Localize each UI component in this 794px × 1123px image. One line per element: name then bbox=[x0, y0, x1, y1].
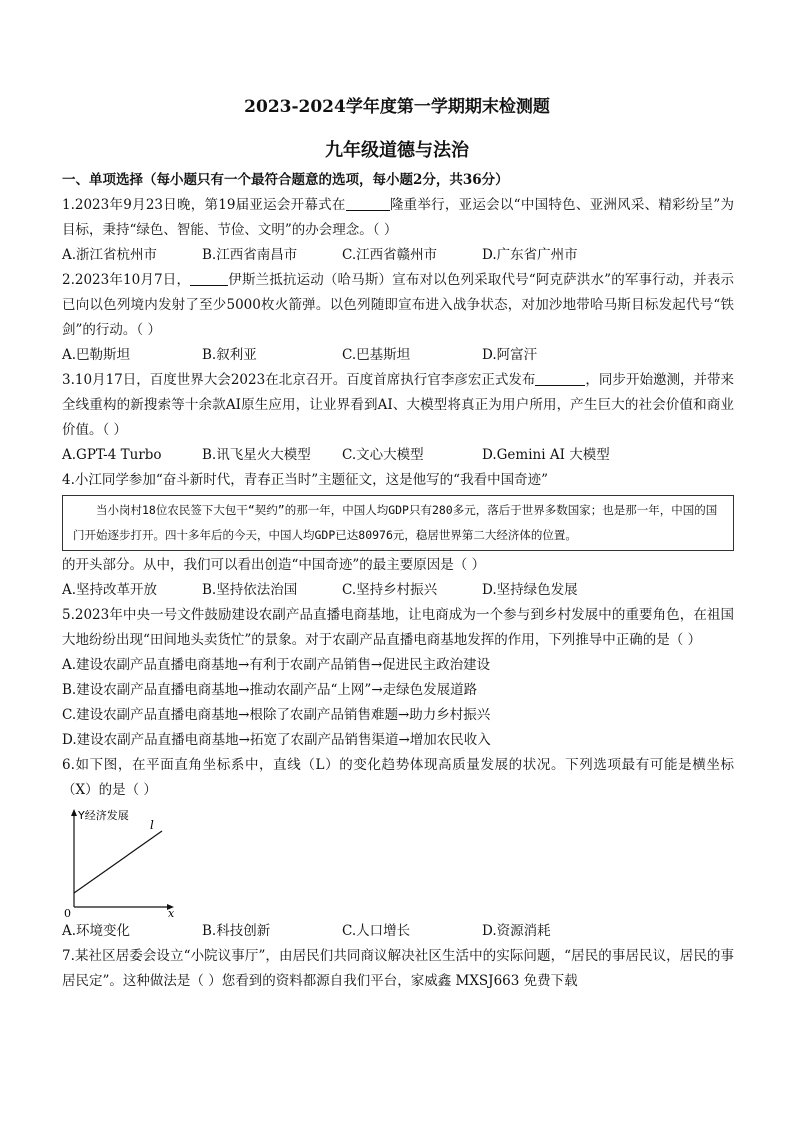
exam-subtitle: 九年级道德与法治 bbox=[325, 140, 469, 161]
option-d: D.资源消耗 bbox=[482, 923, 551, 939]
option-b: B.江西省南昌市 bbox=[202, 247, 298, 263]
question-7-text: 7.某社区居委会设立“小院议事厅”，由居民们共同商议解决社区生活中的实际问题，“居民的事居民议，居民的事居民定”。这种做法是（ ） bbox=[62, 948, 734, 989]
essay-excerpt-box: 当小岗村18位农民签下大包干“契约”的那一年，中国人均GDP只有280多元，落后于世界多数国家；也是那一年，中国的国门开始逐步打开。四十多年后的今天，中国人均GDP已达80976元，稳居世界第二大经济体的位置。 bbox=[62, 495, 734, 551]
question-3-options bbox=[62, 443, 734, 468]
y-axis-arrow bbox=[71, 809, 77, 816]
question-7 bbox=[62, 944, 734, 994]
question-3-text-a: 3.10月17日，百度世界大会2023在北京召开。百度首席执行官李彦宏正式发布 bbox=[62, 372, 536, 388]
option-d: D.阿富汗 bbox=[482, 347, 538, 363]
line-label: l bbox=[150, 818, 154, 832]
option-d: D.建设农副产品直播电商基地→拓宽了农副产品销售渠道→增加农民收入 bbox=[62, 732, 491, 748]
fill-blank bbox=[535, 371, 585, 386]
fill-blank bbox=[190, 271, 228, 286]
option-c: C.人口增长 bbox=[342, 923, 411, 939]
exam-title: 2023-2024学年度第一学期期末检测题 bbox=[244, 97, 550, 117]
option-c: C.文心大模型 bbox=[342, 447, 424, 463]
question-1-text-b: 隆重举行，亚运会以“中国特色、亚洲风采、精彩纷呈”为目标，秉持“绿色、智能、节俭、文明”的办会理念。（ ） bbox=[62, 197, 734, 238]
section-heading: 一、单项选择（每小题只有一个最符合题意的选项，每小题2分，共36分） bbox=[62, 172, 509, 188]
question-3 bbox=[62, 368, 734, 443]
question-1 bbox=[62, 193, 734, 243]
coordinate-graph bbox=[62, 807, 734, 919]
option-d: D.Gemini AI 大模型 bbox=[482, 447, 610, 463]
option-b: B.叙利亚 bbox=[202, 347, 257, 363]
question-4-tail: 的开头部分。从中，我们可以看出创造“中国奇迹”的最主要原因是（ ） bbox=[62, 557, 486, 573]
option-b: B.建设农副产品直播电商基地→推动农副产品“上网”→走绿色发展道路 bbox=[62, 682, 478, 698]
option-a: A.浙江省杭州市 bbox=[62, 247, 158, 263]
watermark-text: 您看到的资料都源自我们平台，家威鑫 MXSJ663 免费下载 bbox=[221, 973, 578, 989]
trend-line bbox=[74, 831, 162, 893]
option-b: B.坚持依法治国 bbox=[202, 582, 298, 598]
option-d: D.坚持绿色发展 bbox=[482, 582, 578, 598]
question-4: 4.小江同学参加“奋斗新时代，青春正当时”主题征文，这是他写的“我看中国奇迹” bbox=[62, 472, 548, 488]
coordinate-graph-svg bbox=[62, 807, 262, 919]
option-c: C.巴基斯坦 bbox=[342, 347, 411, 363]
question-2-options bbox=[62, 343, 734, 368]
exam-content bbox=[62, 168, 734, 994]
option-a: A.环境变化 bbox=[62, 923, 131, 939]
option-a: A.坚持改革开放 bbox=[62, 582, 158, 598]
fill-blank bbox=[346, 196, 390, 211]
option-c: C.建设农副产品直播电商基地→根除了农副产品销售难题→助力乡村振兴 bbox=[62, 707, 491, 723]
question-6: 6.如下图，在平面直角坐标系中，直线（L）的变化趋势体现高质量发展的状况。下列选项最有可能是横坐标（X）的是（ ） bbox=[62, 757, 734, 798]
option-a: A.GPT-4 Turbo bbox=[62, 447, 162, 463]
option-a: A.建设农副产品直播电商基地→有利于农副产品销售→促进民主政治建设 bbox=[62, 657, 491, 673]
question-2 bbox=[62, 268, 734, 343]
option-b: B.科技创新 bbox=[202, 923, 271, 939]
option-c: C.江西省赣州市 bbox=[342, 247, 438, 263]
question-2-text-b: 伊斯兰抵抗运动（哈马斯）宣布对以色列采取代号“阿克萨洪水”的军事行动，并表示已向以色列境内发射了至少5000枚火箭弹。以色列随即宣布进入战争状态，对加沙地带哈马斯目标发起代号“铁剑”的行动。（ ） bbox=[62, 272, 734, 338]
option-c: C.坚持乡村振兴 bbox=[342, 582, 438, 598]
question-6-options bbox=[62, 919, 734, 944]
question-4-options bbox=[62, 578, 734, 603]
question-3-text-b: ，同步开始邀测，并带来全线重构的新搜索等十余款AI原生应用，让业界看到AI、大模型将真正为用户所用，产生巨大的社会价值和商业价值。（ ） bbox=[62, 372, 735, 438]
option-d: D.广东省广州市 bbox=[482, 247, 578, 263]
question-2-text-a: 2.2023年10月7日， bbox=[62, 272, 191, 288]
origin-label: 0 bbox=[64, 907, 71, 919]
y-axis-label: Y经济发展 bbox=[78, 809, 129, 822]
question-1-text-a: 1.2023年9月23日晚，第19届亚运会开幕式在 bbox=[62, 197, 346, 213]
question-1-options bbox=[62, 243, 734, 268]
option-a: A.巴勒斯坦 bbox=[62, 347, 131, 363]
question-5: 5.2023年中央一号文件鼓励建设农副产品直播电商基地，让电商成为一个参与到乡村发展中的重要角色，在祖国大地纷纷出现“田间地头卖货忙”的景象。对于农副产品直播电商基地发挥的作用，下列推导中正确的是（ ） bbox=[62, 607, 734, 648]
x-axis-label: x bbox=[168, 907, 175, 919]
option-b: B.讯飞星火大模型 bbox=[202, 447, 311, 463]
